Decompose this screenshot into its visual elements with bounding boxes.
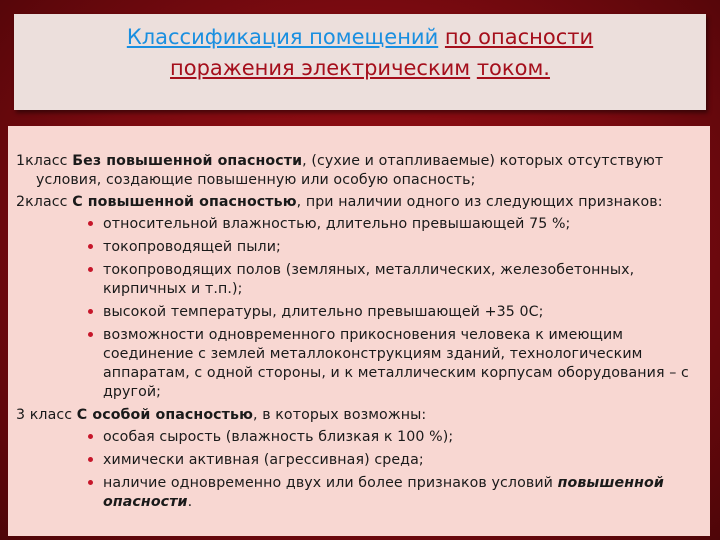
- bullet-icon: [88, 309, 93, 314]
- class-2-list: [8, 215, 710, 402]
- class-3-paragraph: [8, 406, 710, 425]
- class-2-prefix: 2класс: [16, 194, 68, 210]
- bullet-icon: [88, 244, 93, 249]
- list-item: токопроводящих полов (земляных, металлических, железобетонных, кирпичных и т.п.);: [8, 261, 710, 299]
- class-2-desc: , при наличии одного из следующих признаков:: [296, 194, 663, 210]
- class-3-list: [8, 428, 710, 512]
- bullet-icon: [88, 267, 93, 272]
- bullet-icon: [88, 332, 93, 337]
- class-1-paragraph: [8, 152, 710, 190]
- slide-title: [14, 14, 706, 84]
- bullet-icon: [88, 457, 93, 462]
- title-part-2: поражения электрическим: [170, 56, 471, 80]
- list-item: особая сырость (влажность близкая к 100 %);: [8, 428, 710, 447]
- class-2-paragraph: [8, 193, 710, 212]
- list-item: токопроводящей пыли;: [8, 238, 710, 257]
- bullet-icon: [88, 221, 93, 226]
- class-3-desc: , в которых возможны:: [252, 407, 427, 423]
- content-box: [8, 126, 710, 536]
- title-link[interactable]: Классификация помещений: [126, 25, 439, 49]
- class-3-prefix: 3 класс: [16, 407, 73, 423]
- title-part-1: по опасности: [444, 25, 594, 49]
- list-item: возможности одновременного прикосновения человека к имеющим соединение с землей металлоконструкциям зданий, технологическим аппаратам, с одной стороны, и к металлическим корпусам оборудования – с другой;: [8, 326, 710, 402]
- bullet-icon: [88, 434, 93, 439]
- list-item: химически активная (агрессивная) среда;: [8, 451, 710, 470]
- class-3-name: С особой опасностью: [76, 407, 253, 423]
- class-2-name: С повышенной опасностью: [72, 194, 297, 210]
- title-box: [14, 14, 706, 110]
- list-item: [8, 474, 710, 512]
- list-item: высокой температуры, длительно превышающей +35 0С;: [8, 303, 710, 322]
- last-item-end: .: [187, 494, 193, 510]
- title-part-3: током.: [476, 56, 550, 80]
- class-1-desc: , (сухие и отапливаемые) которых отсутствуют условия, создающие повышенную или особую опасность;: [36, 153, 664, 188]
- bullet-icon: [88, 480, 93, 485]
- class-1-name: Без повышенной опасности: [72, 153, 303, 169]
- last-item-text: наличие одновременно двух или более признаков условий: [103, 475, 553, 491]
- list-item: относительной влажностью, длительно превышающей 75 %;: [8, 215, 710, 234]
- class-1-prefix: 1класс: [16, 153, 68, 169]
- last-item-emphasis: повышенной опасности: [103, 475, 664, 510]
- content-text: [8, 152, 710, 516]
